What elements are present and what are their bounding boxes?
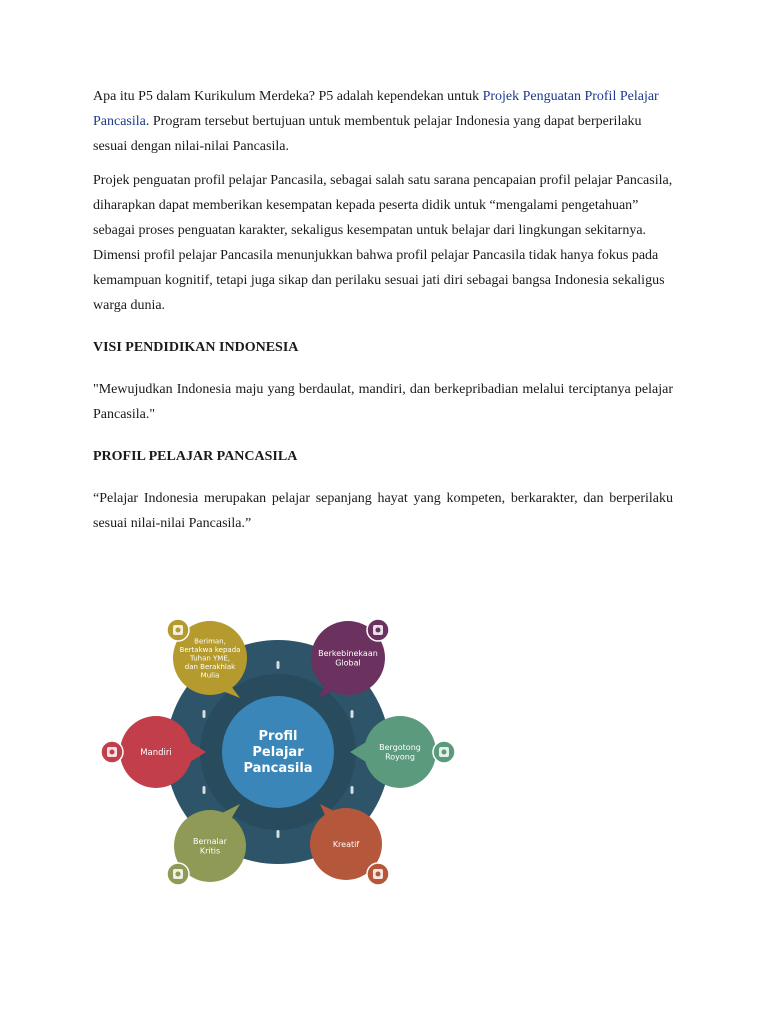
divider-tick: [351, 710, 354, 718]
dimension-label: Berkebinekaan Global: [318, 649, 378, 668]
center-label: Profil Pelajar Pancasila: [243, 729, 313, 776]
description-paragraph: Projek penguatan profil pelajar Pancasila, sebagai salah satu sarana pencapaian profil pelajar Pancasila, diharapkan dapat memberikan kesempatan kepada peserta didik untuk “mengalami pengetahuan” sebagai proses penguatan karakter, sekaligus kesempatan untuk belajar dari lingkungan sekitarnya. Dimensi profil pelajar Pancasila menunjukkan bahwa profil pelajar Pancasila tidak hanya fokus pada kemampuan kognitif, tetapi juga sikap dan perilaku sesuai jati diri sebagai bangsa Indonesia sekaligus warga dunia.: [93, 173, 673, 313]
people-group-icon: [367, 619, 389, 641]
visi-quote: "Mewujudkan Indonesia maju yang berdaulat, mandiri, dan berkepribadian melalui terciptanya pelajar Pancasila.": [93, 382, 673, 422]
diagram-svg: [100, 612, 460, 892]
divider-tick: [277, 830, 280, 838]
profil-quote: “Pelajar Indonesia merupakan pelajar sepanjang hayat yang kompeten, berkarakter, dan berperilaku sesuai nilai-nilai Pancasila.”: [93, 491, 673, 531]
lightbulb-icon: [367, 863, 389, 885]
divider-tick: [277, 661, 280, 669]
document-body: [93, 84, 673, 553]
profil-heading: PROFIL PELAJAR PANCASILA: [93, 449, 298, 464]
intro-paragraph: Apa itu P5 dalam Kurikulum Merdeka? P5 adalah kependekan untuk Projek Penguatan Profil Pelajar Pancasila. Program tersebut bertujuan untuk membentuk pelajar Indonesia yang dapat berperilaku sesuai dengan nilai-nilai Pancasila.: [93, 89, 659, 154]
dimension-label: Mandiri: [140, 747, 172, 758]
dimension-label: Beriman, Bertakwa kepada Tuhan YME, dan Berakhlak Mulia: [179, 637, 241, 680]
dimension-label: Kreatif: [332, 839, 360, 849]
fist-icon: [101, 741, 123, 763]
divider-tick: [203, 786, 206, 794]
profil-pelajar-pancasila-diagram: [100, 612, 460, 892]
divider-tick: [203, 710, 206, 718]
p5-link[interactable]: Projek Penguatan Profil Pelajar Pancasila: [93, 89, 659, 129]
divider-tick: [351, 786, 354, 794]
dimension-label: Bernalar Kritis: [193, 837, 227, 856]
visi-heading: VISI PENDIDIKAN INDONESIA: [93, 340, 299, 355]
teamwork-icon: [433, 741, 455, 763]
dimension-label: Bergotong Royong: [379, 743, 421, 762]
brain-gears-icon: [167, 863, 189, 885]
praying-hands-icon: [167, 619, 189, 641]
